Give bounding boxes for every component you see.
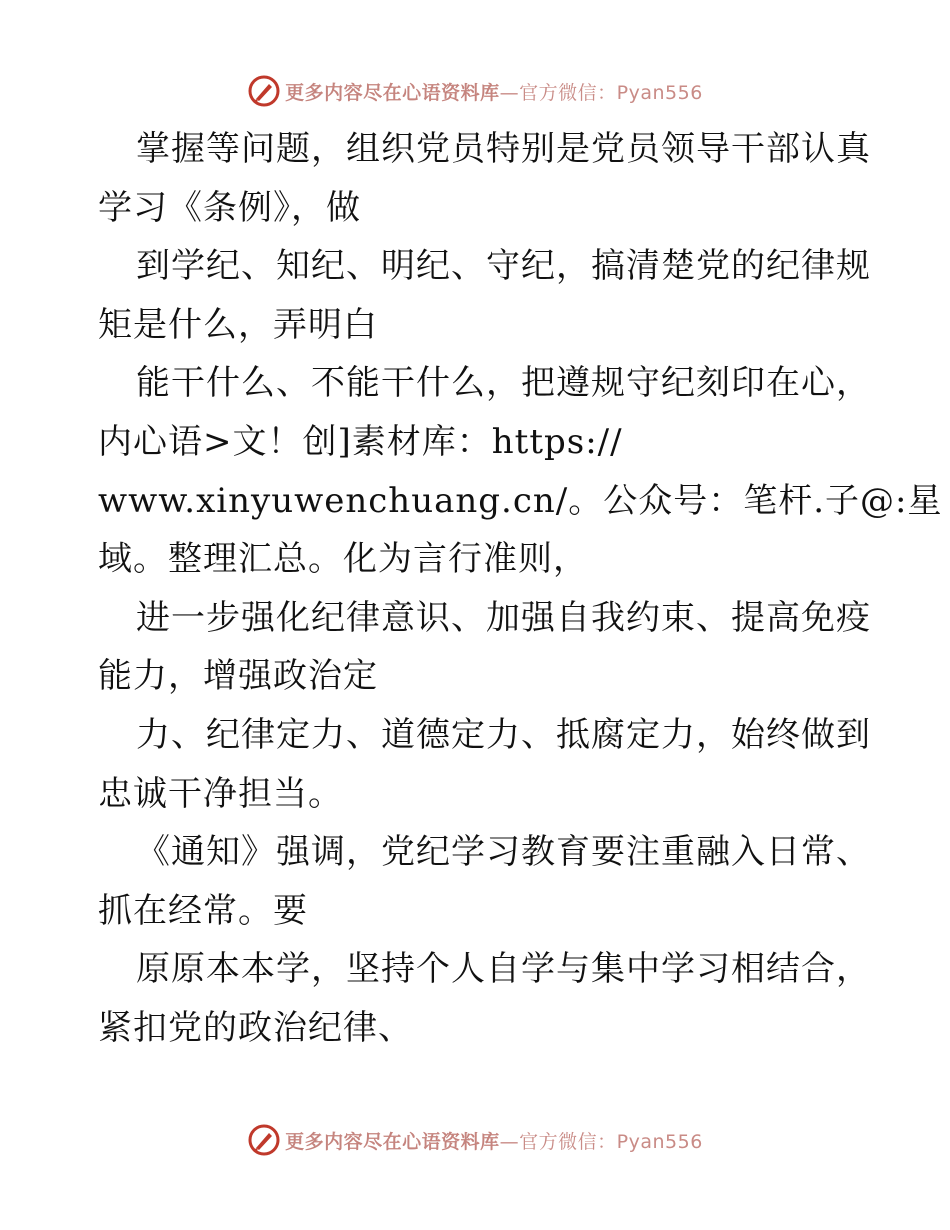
footer-banner-text <box>285 1127 703 1154</box>
body-line: 内心语>文！创]素材库：https:// <box>98 421 623 462</box>
header-banner-wechat: 官方微信：Pyan556 <box>519 81 703 104</box>
header-banner <box>0 71 950 111</box>
body-line: www.xinyuwenchuang.cn/。公众号：笔杆.子@:星 <box>98 480 943 521</box>
body-line: 掌握等问题，组织党员特别是党员领导干部认真 <box>136 129 871 169</box>
body-line: 紧扣党的政治纪律、 <box>98 1007 413 1048</box>
pen-logo-icon <box>247 74 281 108</box>
footer-banner-main: 更多内容尽在心语资料库 <box>285 1130 500 1153</box>
body-line: 忠诚干净担当。 <box>98 773 343 814</box>
footer-banner <box>0 1120 950 1160</box>
document-body <box>98 120 943 1058</box>
body-line: 能干什么、不能干什么，把遵规守纪刻印在心， <box>136 363 871 404</box>
body-line: 抓在经常。要 <box>98 890 308 931</box>
body-line: 原原本本学，坚持个人自学与集中学习相结合， <box>136 949 871 990</box>
footer-banner-dash: — <box>499 1130 520 1153</box>
body-line: 矩是什么，弄明白 <box>98 304 378 345</box>
header-banner-main: 更多内容尽在心语资料库 <box>285 81 500 104</box>
body-line: 《通知》强调，党纪学习教育要注重融入日常、 <box>136 832 871 873</box>
pen-logo-icon <box>247 1123 281 1157</box>
footer-banner-wechat: 官方微信：Pyan556 <box>519 1130 703 1153</box>
body-line: 学习《条例》，做 <box>98 187 361 228</box>
header-banner-dash: — <box>499 81 520 104</box>
body-line: 能力，增强政治定 <box>98 656 378 697</box>
body-line: 域。整理汇总。化为言行准则， <box>98 539 588 580</box>
body-line: 力、纪律定力、道德定力、抵腐定力，始终做到 <box>136 714 871 755</box>
body-line: 到学纪、知纪、明纪、守纪，搞清楚党的纪律规 <box>136 246 871 287</box>
body-line: 进一步强化纪律意识、加强自我约束、提高免疫 <box>136 597 871 638</box>
header-banner-text <box>285 78 703 105</box>
